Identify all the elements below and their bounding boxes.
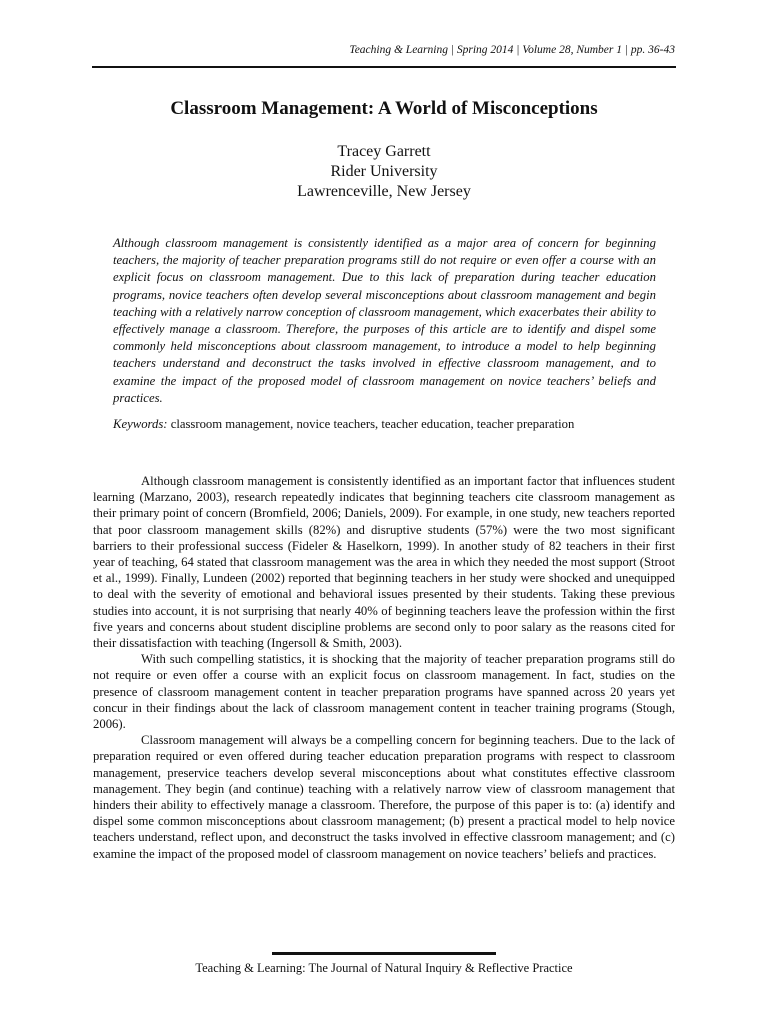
keywords-text: classroom management, novice teachers, teacher education, teacher preparation bbox=[170, 417, 575, 431]
author-location: Lawrenceville, New Jersey bbox=[297, 183, 471, 200]
abstract: Although classroom management is consistently identified as a major area of concern for beginning teachers, the majority of teacher preparation programs still do not require or even offer a course with an explicit focus on classroom management. Due to this lack of preparation during teacher education programs, novice teachers often develop several misconceptions about classroom management and begin teaching with a relatively narrow conception of classroom management, which exacerbates their ability to effectively manage a classroom. Therefore, the purposes of this article are to identify and dispel some commonly held misconceptions about classroom management, to introduce a model to help beginning teachers understand and deconstruct the tasks involved in effective classroom management, and to examine the impact of the proposed model of classroom management on novice teachers’ beliefs and practices. bbox=[113, 236, 656, 405]
article-title: Classroom Management: A World of Misconceptions bbox=[170, 98, 598, 119]
author-affiliation: Rider University bbox=[330, 163, 438, 180]
keywords-line bbox=[113, 416, 673, 433]
keywords-label: Keywords: bbox=[113, 417, 168, 431]
author-name: Tracey Garrett bbox=[337, 143, 431, 160]
body-paragraph: Although classroom management is consistently identified as an important factor that influences student learning (Marzano, 2003), research repeatedly indicates that beginning teachers cite classroom management as their primary point of concern (Bromfield, 2006; Daniels, 2009). For example, in one study, new teachers reported that poor classroom management skills (82%) and disruptive students (57%) were the two most significant barriers to their professional success (Fideler & Haselkorn, 1999). In another study of 82 teachers in their first year of teaching, 64 stated that classroom management was the area in which they needed the most support (Stroot et al., 1999). Finally, Lundeen (2002) reported that beginning teachers in her study were shocked and unequipped to deal with the severity of emotional and behavioral issues presented by their students. Taking these previous studies into account, it is not surprising that nearly 40% of beginning teachers leave the profession within the first five years and concerns about student discipline problems are second only to poor salary as the reasons cited for their dissatisfaction with teaching (Ingersoll & Smith, 2003). bbox=[93, 474, 675, 651]
body-paragraph: With such compelling statistics, it is shocking that the majority of teacher preparation programs still do not require or even offer a course with an explicit focus on classroom management. In fact, studies on the presence of classroom management content in teacher preparation programs have spanned across 20 years yet concur in their findings about the lack of classroom management content in teacher training programs (Stough, 2006). bbox=[93, 652, 675, 732]
author-block bbox=[0, 142, 768, 202]
header-divider bbox=[92, 66, 676, 68]
body-paragraph: Classroom management will always be a compelling concern for beginning teachers. Due to the lack of preparation required or even offered during teacher education preparation programs with respect to classroom management, preservice teachers develop several misconceptions about what constitutes effective classroom management. They begin (and continue) teaching with a relatively narrow view of classroom management that hinders their ability to effectively manage a classroom. Therefore, the purpose of this paper is to: (a) identify and dispel some common misconceptions about classroom management; (b) present a practical model to help novice teachers understand, reflect upon, and deconstruct the tasks involved in effective classroom management; and (c) examine the impact of the proposed model of classroom management on novice teachers’ beliefs and practices. bbox=[93, 733, 675, 861]
journal-footer: Teaching & Learning: The Journal of Natural Inquiry & Reflective Practice bbox=[195, 961, 573, 975]
running-header: Teaching & Learning | Spring 2014 | Volume 28, Number 1 | pp. 36-43 bbox=[349, 44, 675, 56]
body-text bbox=[93, 473, 675, 862]
footer-divider bbox=[272, 952, 496, 955]
